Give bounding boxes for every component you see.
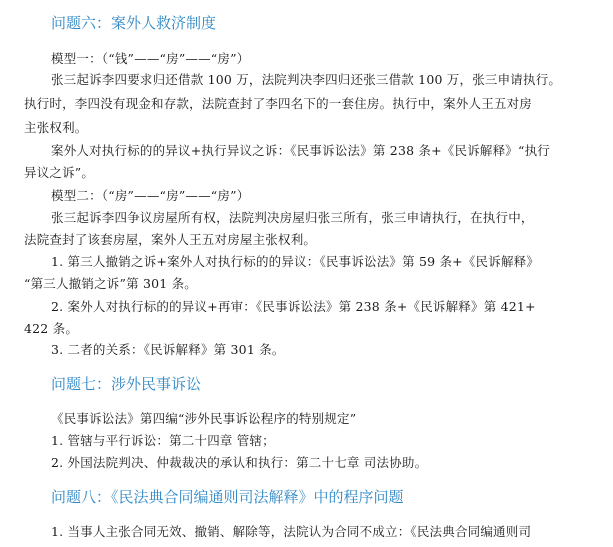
q7-list-item-2: 2. 外国法院判决、仲裁裁决的承认和执行：第二十七章 司法协助。 [51,455,428,470]
heading-question-7: 问题七：涉外民事诉讼 [51,375,202,393]
model-2-case-line-1: 张三起诉李四争议房屋所有权，法院判决房屋归张三所有，张三申请执行，在执行中， [51,210,534,225]
list-item-1-line-1: 1. 第三人撤销之诉+案外人对执行标的的异议：《民事诉讼法》第 59 条+《民诉解释》 [51,254,540,269]
list-item-2-line-1: 2. 案外人对执行标的的异议+再审：《民事诉讼法》第 238 条+《民诉解释》第 421+ [51,299,536,314]
q7-intro: 《民事诉讼法》第四编“涉外民事诉讼程序的特别规定” [51,411,357,426]
model-1-rule-line-1: 案外人对执行标的的异议+执行异议之诉：《民事诉讼法》第 238 条+《民诉解释》“执行 [51,143,550,158]
model-2-title: 模型二：（“房”——“房”——“房”） [51,188,250,203]
model-1-case-line-1: 张三起诉李四要求归还借款 100 万，法院判决李四归还张三借款 100 万，张三申请执行。 [51,72,562,87]
model-1-title: 模型一：（“钱”——“房”——“房”） [51,51,250,66]
q8-list-item-1: 1. 当事人主张合同无效、撤销、解除等，法院认为合同不成立：《民法典合同编通则司 [51,524,532,539]
heading-question-6: 问题六：案外人救济制度 [51,14,217,32]
list-item-3: 3. 二者的关系：《民诉解释》第 301 条。 [51,342,285,357]
model-1-case-line-2: 执行时，李四没有现金和存款，法院查封了李四名下的一套住房。执行中，案外人王五对房 [24,96,533,111]
q7-list-item-1: 1. 管辖与平行诉讼：第二十四章 管辖； [51,433,275,448]
model-1-case-line-3: 主张权利。 [24,120,88,135]
model-1-rule-line-2: 异议之诉”。 [24,165,95,180]
list-item-2-line-2: 422 条。 [24,321,79,336]
heading-question-8: 问题八：《民法典合同编通则司法解释》中的程序问题 [51,488,404,506]
model-2-case-line-2: 法院查封了该套房屋，案外人王五对房屋主张权利。 [24,232,317,247]
list-item-1-line-2: “第三人撤销之诉”第 301 条。 [24,276,197,291]
